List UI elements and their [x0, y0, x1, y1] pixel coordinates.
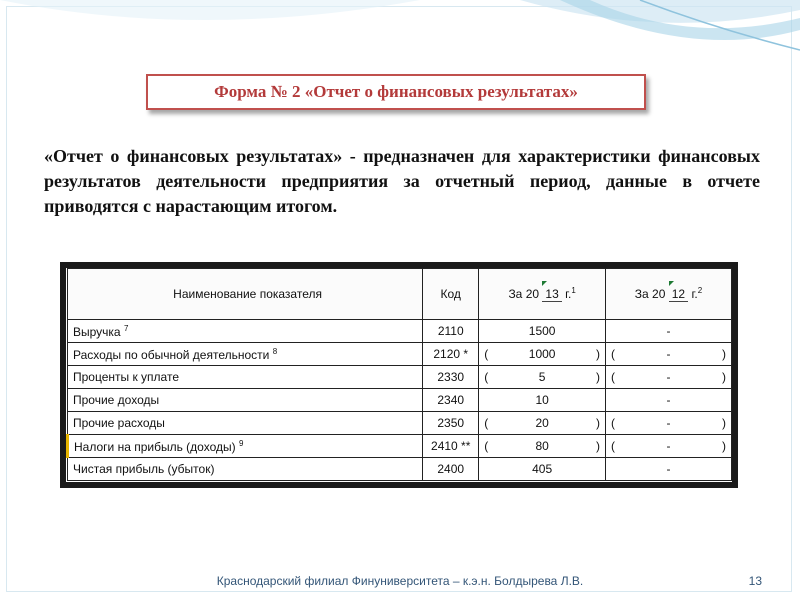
row-note: 7: [123, 323, 129, 333]
year-2: 12: [669, 287, 688, 302]
row-name-text: Налоги на прибыль (доходы): [74, 439, 236, 454]
paren-close: ): [722, 347, 726, 361]
value-text: 1500: [528, 324, 556, 338]
row-name: [68, 435, 423, 458]
value-text: -: [666, 393, 671, 407]
row-name: [68, 366, 423, 389]
row-name: [68, 458, 423, 481]
row-note: 9: [238, 438, 244, 448]
value-text: 80: [535, 439, 549, 453]
period-prefix: За 20: [634, 287, 666, 301]
row-code: 2110: [423, 320, 479, 343]
row-code: 2350: [423, 412, 479, 435]
value-text: -: [666, 324, 671, 338]
row-value-v2: [605, 389, 731, 412]
table-row: [68, 412, 732, 435]
value-text: -: [666, 347, 671, 361]
paren-open: (: [610, 439, 615, 453]
row-value-v2: [605, 435, 731, 458]
row-name: [68, 343, 423, 366]
comment-marker-icon: [669, 281, 674, 286]
row-code: 2330: [423, 366, 479, 389]
row-name-text: Прочие расходы: [73, 416, 165, 430]
paren-open: (: [484, 347, 489, 361]
table-row: [68, 366, 732, 389]
paren-close: ): [595, 370, 600, 384]
row-note: 8: [272, 346, 278, 356]
row-value-v1: [479, 458, 606, 481]
row-name: [68, 320, 423, 343]
row-value-v1: [479, 389, 606, 412]
row-value-v2: [605, 343, 731, 366]
year-suffix: г.: [565, 287, 572, 301]
description-paragraph: «Отчет о финансовых результатах» - предназначен для характеристики финансовых результатов деятельности предприятия за отчетный период, данные в отчете приводятся с нарастающим итогом.: [44, 146, 760, 216]
page-number: 13: [748, 574, 762, 588]
paren-open: (: [484, 416, 489, 430]
row-name-text: Прочие доходы: [73, 393, 160, 407]
row-code: 2400: [423, 458, 479, 481]
header-name: Наименование показателя: [68, 269, 423, 320]
row-value-v1: [479, 320, 606, 343]
report-table-frame: [60, 262, 738, 488]
value-text: 1000: [528, 347, 556, 361]
period-prefix: За 20: [508, 287, 540, 301]
paren-close: ): [595, 416, 600, 430]
row-value-v1: [479, 435, 606, 458]
row-name-text: Расходы по обычной деятельности: [73, 347, 270, 362]
table-row: [68, 389, 732, 412]
paren-open: (: [610, 416, 615, 430]
table-row: [68, 458, 732, 481]
row-value-v2: [605, 320, 731, 343]
row-name-text: Чистая прибыль (убыток): [73, 462, 215, 476]
paren-open: (: [610, 347, 615, 361]
header-code: Код: [423, 269, 479, 320]
table-row: [68, 320, 732, 343]
note-1: 1: [571, 286, 576, 295]
slide-title: Форма № 2 «Отчет о финансовых результатах»: [214, 82, 578, 101]
row-value-v1: [479, 366, 606, 389]
value-text: -: [666, 462, 671, 476]
paren-close: ): [722, 439, 726, 453]
paren-open: (: [484, 439, 489, 453]
row-code: 2410 **: [423, 435, 479, 458]
slide-title-box: [146, 74, 646, 110]
row-value-v2: [605, 458, 731, 481]
table-row: [68, 435, 732, 458]
value-text: 405: [532, 462, 553, 476]
paren-open: (: [610, 370, 615, 384]
footer-text: Краснодарский филиал Финуниверситета – к.э.н. Болдырева Л.В.: [216, 574, 584, 588]
paren-open: (: [484, 370, 489, 384]
paren-close: ): [595, 347, 600, 361]
financial-results-table: [66, 268, 732, 481]
header-period-2: [605, 269, 731, 320]
value-text: -: [666, 370, 671, 384]
row-name-text: Проценты к уплате: [73, 370, 179, 384]
paren-close: ): [595, 439, 600, 453]
year-1: 13: [542, 287, 561, 302]
row-name-text: Выручка: [73, 324, 121, 339]
value-text: 5: [538, 370, 546, 384]
paren-close: ): [722, 416, 726, 430]
row-code: 2120 *: [423, 343, 479, 366]
value-text: -: [666, 439, 671, 453]
row-value-v1: [479, 343, 606, 366]
value-text: 20: [535, 416, 549, 430]
row-value-v2: [605, 366, 731, 389]
row-code: 2340: [423, 389, 479, 412]
year-suffix: г.: [691, 287, 698, 301]
table-header-row: [68, 269, 732, 320]
comment-marker-icon: [542, 281, 547, 286]
header-period-1: [479, 269, 606, 320]
table-row: [68, 343, 732, 366]
value-text: 10: [535, 393, 549, 407]
row-value-v2: [605, 412, 731, 435]
row-name: [68, 412, 423, 435]
note-2: 2: [697, 286, 703, 295]
row-value-v1: [479, 412, 606, 435]
row-name: [68, 389, 423, 412]
paren-close: ): [722, 370, 726, 384]
value-text: -: [666, 416, 671, 430]
